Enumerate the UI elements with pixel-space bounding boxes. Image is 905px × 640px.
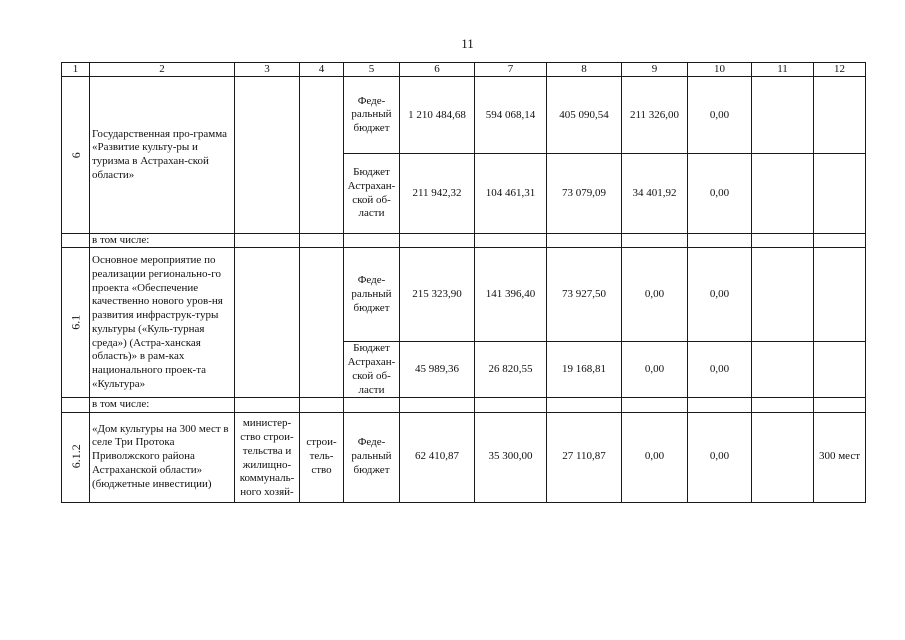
row-id-cell bbox=[62, 77, 90, 234]
executor-cell bbox=[235, 77, 300, 234]
value-cell bbox=[752, 342, 814, 398]
table-row bbox=[62, 412, 866, 502]
executor-cell: министер-ство строи-тельства и жилищно-коммуналь-ного хозяй- bbox=[235, 412, 300, 502]
value-cell: 62 410,87 bbox=[400, 412, 475, 502]
value-cell: 0,00 bbox=[622, 412, 688, 502]
row-id-cell bbox=[62, 412, 90, 502]
value-cell bbox=[814, 77, 866, 154]
value-cell: 27 110,87 bbox=[547, 412, 622, 502]
subtotal-label: в том числе: bbox=[90, 234, 235, 248]
value-cell: 73 079,09 bbox=[547, 154, 622, 234]
budget-source: Бюджет Астрахан-ской об-ласти bbox=[344, 342, 400, 398]
table-row bbox=[62, 248, 866, 342]
header-cell: 1 bbox=[62, 63, 90, 77]
row-id: 6 bbox=[68, 151, 83, 158]
value-cell: 45 989,36 bbox=[400, 342, 475, 398]
header-cell: 4 bbox=[300, 63, 344, 77]
table-row bbox=[62, 234, 866, 248]
subtotal-label: в том числе: bbox=[90, 398, 235, 412]
value-cell bbox=[752, 77, 814, 154]
row-id: 6.1 bbox=[68, 314, 83, 330]
value-cell: 104 461,31 bbox=[475, 154, 547, 234]
value-cell bbox=[814, 154, 866, 234]
value-cell: 0,00 bbox=[688, 154, 752, 234]
value-cell bbox=[814, 342, 866, 398]
budget-source: Феде-ральный бюджет bbox=[344, 412, 400, 502]
empty-cell bbox=[62, 234, 90, 248]
value-cell bbox=[752, 412, 814, 502]
row-id-cell bbox=[62, 248, 90, 398]
value-cell: 0,00 bbox=[688, 412, 752, 502]
value-cell: 141 396,40 bbox=[475, 248, 547, 342]
value-cell: 215 323,90 bbox=[400, 248, 475, 342]
value-cell bbox=[752, 248, 814, 342]
value-cell: 73 927,50 bbox=[547, 248, 622, 342]
header-cell: 9 bbox=[622, 63, 688, 77]
value-cell: 211 326,00 bbox=[622, 77, 688, 154]
budget-table bbox=[61, 62, 866, 503]
header-cell: 8 bbox=[547, 63, 622, 77]
table-row bbox=[62, 77, 866, 154]
value-cell: 0,00 bbox=[688, 342, 752, 398]
header-cell: 6 bbox=[400, 63, 475, 77]
program-name-cell: Государственная про-грамма «Развитие культу-ры и туризма в Астрахан-ской области» bbox=[90, 77, 235, 234]
header-row bbox=[62, 63, 866, 77]
program-name-cell: Основное мероприятие по реализации регионально-го проекта «Обеспечение качественно нового уров-ня развития инфраструк-туры культуры («Куль-турная среда») (Астра-ханская область)» в рам-ках национального проек-та «Культура» bbox=[90, 248, 235, 398]
value-cell: 211 942,32 bbox=[400, 154, 475, 234]
value-cell: 0,00 bbox=[622, 248, 688, 342]
header-cell: 11 bbox=[752, 63, 814, 77]
value-cell: 0,00 bbox=[622, 342, 688, 398]
header-cell: 7 bbox=[475, 63, 547, 77]
empty-cell bbox=[62, 398, 90, 412]
table-row bbox=[62, 398, 866, 412]
page-number: 11 bbox=[461, 36, 474, 51]
capacity-cell: 300 мест bbox=[814, 412, 866, 502]
value-cell: 34 401,92 bbox=[622, 154, 688, 234]
type-cell bbox=[300, 248, 344, 398]
value-cell: 26 820,55 bbox=[475, 342, 547, 398]
header-cell: 10 bbox=[688, 63, 752, 77]
value-cell: 405 090,54 bbox=[547, 77, 622, 154]
value-cell bbox=[752, 154, 814, 234]
budget-source: Феде-ральный бюджет bbox=[344, 77, 400, 154]
value-cell: 19 168,81 bbox=[547, 342, 622, 398]
value-cell: 0,00 bbox=[688, 248, 752, 342]
value-cell: 594 068,14 bbox=[475, 77, 547, 154]
value-cell: 35 300,00 bbox=[475, 412, 547, 502]
header-cell: 3 bbox=[235, 63, 300, 77]
budget-source: Бюджет Астрахан-ской об-ласти bbox=[344, 154, 400, 234]
executor-cell bbox=[235, 248, 300, 398]
program-name-cell: «Дом культуры на 300 мест в селе Три Протока Приволжского района Астраханской области» (бюджетные инвестиции) bbox=[90, 412, 235, 502]
type-cell: строи-тель-ство bbox=[300, 412, 344, 502]
header-cell: 2 bbox=[90, 63, 235, 77]
value-cell: 1 210 484,68 bbox=[400, 77, 475, 154]
budget-source: Феде-ральный бюджет bbox=[344, 248, 400, 342]
header-cell: 5 bbox=[344, 63, 400, 77]
header-cell: 12 bbox=[814, 63, 866, 77]
row-id: 6.1.2 bbox=[68, 444, 83, 469]
value-cell bbox=[814, 248, 866, 342]
value-cell: 0,00 bbox=[688, 77, 752, 154]
type-cell bbox=[300, 77, 344, 234]
